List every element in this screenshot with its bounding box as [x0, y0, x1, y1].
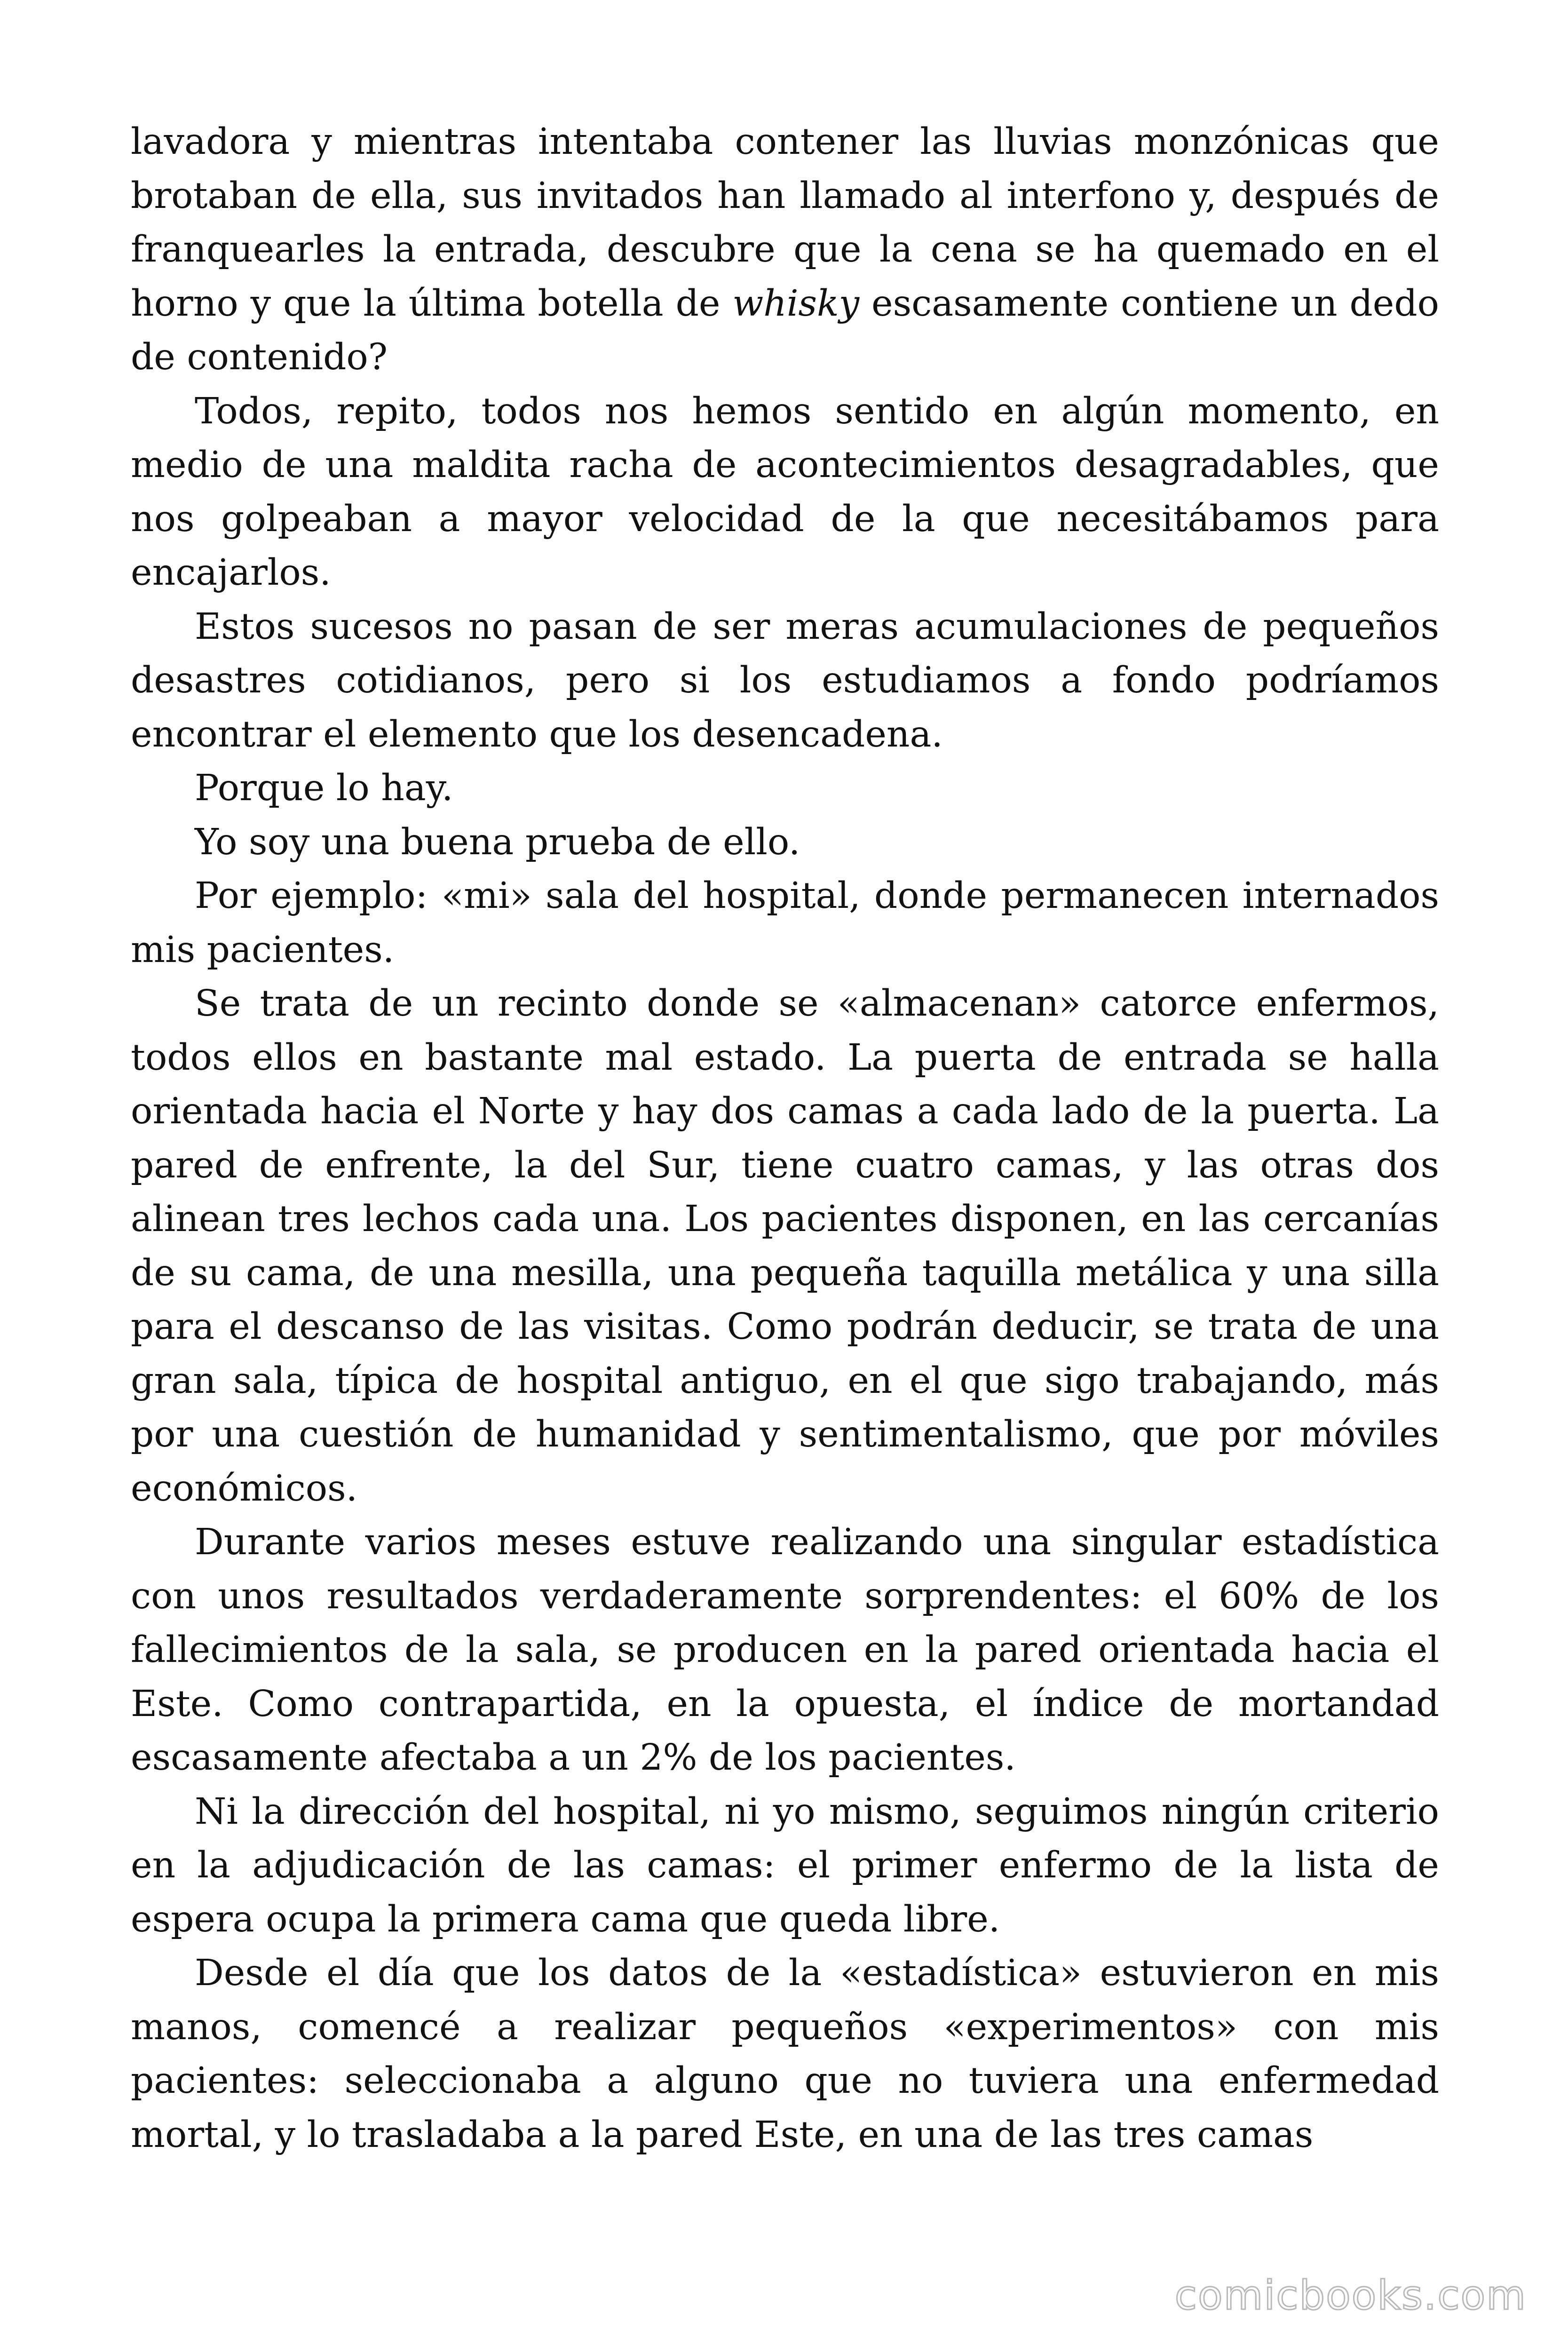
paragraph — [131, 1947, 1439, 2162]
text-segment: Estos sucesos no pasan de ser meras acumulaciones de pequeños desastres cotidianos, pero si los estudiamos a fondo podríamos encontrar el elemento que los desencadena. — [131, 605, 1439, 755]
paragraph — [131, 600, 1439, 762]
paragraph-continuation — [131, 115, 1439, 385]
text-segment: lavadora y mientras intentaba contener las lluvias monzónicas que brotaban de ella, sus invitados han llamado al interfono y, después de franquearles la entrada, descubre que la cena se ha quemado en el horno y que la última botella de — [131, 121, 1439, 325]
text-segment: Yo soy una buena prueba de ello. — [195, 821, 800, 863]
watermark: comicbooks.com — [1174, 2272, 1527, 2319]
text-segment: Se trata de un recinto donde se «almacenan» catorce enfermos, todos ellos en bastante mal estado. La puerta de entrada se halla orientada hacia el Norte y hay dos camas a cada lado de la puerta. La pared de enfrente, la del Sur, tiene cuatro camas, y las otras dos alinean tres lechos cada una. Los pacientes disponen, en las cercanías de su cama, de una mesilla, una pequeña taquilla metálica y una silla para el descanso de las visitas. Como podrán deducir, se trata de una gran sala, típica de hospital antiguo, en el que sigo trabajando, más por una cuestión de humanidad y sentimentalismo, que por móviles económicos. — [131, 983, 1439, 1510]
text-segment: Todos, repito, todos nos hemos sentido en algún momento, en medio de una maldita racha de acontecimientos desagradables, que nos golpeaban a mayor velocidad de la que necesitábamos para encajarlos. — [131, 390, 1439, 594]
italic-text: whisky — [732, 282, 860, 325]
text-segment: Desde el día que los datos de la «estadística» estuvieron en mis manos, comencé a realizar pequeños «experimentos» con mis pacientes: seleccionaba a alguno que no tuviera una enfermedad mortal, y lo trasladaba a la pared Este, en una de las tres camas — [131, 1952, 1439, 2156]
paragraph — [131, 762, 1439, 816]
paragraph — [131, 1516, 1439, 1785]
text-segment: Porque lo hay. — [195, 767, 453, 809]
paragraph — [131, 869, 1439, 977]
body-text — [131, 115, 1439, 2162]
text-segment: Por ejemplo: «mi» sala del hospital, donde permanecen internados mis pacientes. — [131, 875, 1439, 971]
text-segment: Durante varios meses estuve realizando una singular estadística con unos resultados verdaderamente sorprendentes: el 60% de los fallecimientos de la sala, se producen en la pared orientada hacia el Este. Como contrapartida, en la opuesta, el índice de mortandad escasamente afectaba a un 2% de los pacientes. — [131, 1521, 1439, 1779]
text-segment: Ni la dirección del hospital, ni yo mismo, seguimos ningún criterio en la adjudicación de las camas: el primer enfermo de la lista de espera ocupa la primera cama que queda libre. — [131, 1790, 1439, 1940]
paragraph — [131, 385, 1439, 600]
text-segment: escasamente contiene un dedo de contenido? — [131, 282, 1439, 378]
paragraph — [131, 1785, 1439, 1947]
paragraph — [131, 816, 1439, 870]
paragraph — [131, 977, 1439, 1516]
